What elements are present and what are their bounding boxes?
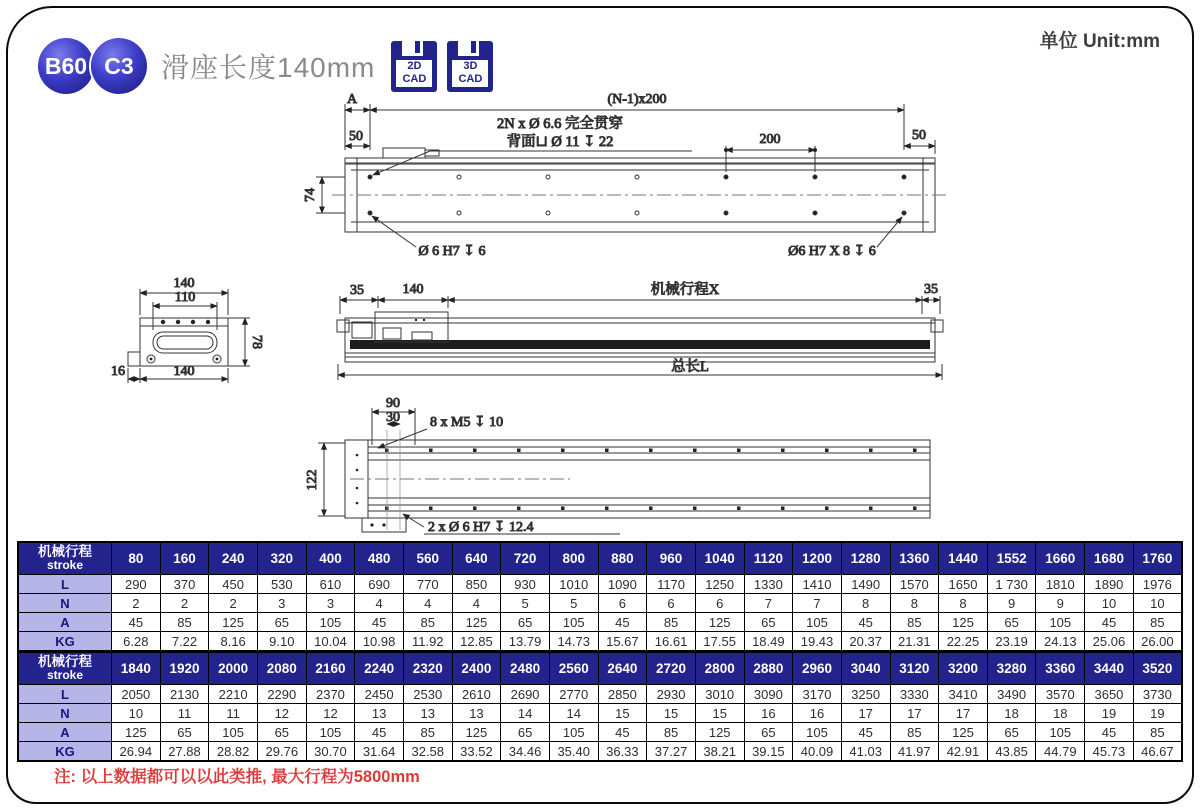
value-cell: 930 xyxy=(501,575,550,594)
value-cell: 1650 xyxy=(939,575,988,594)
value-cell: 2610 xyxy=(452,685,501,704)
table-row-kg xyxy=(18,632,1182,652)
stroke-value-cell: 3360 xyxy=(1036,652,1085,685)
dim-140-bottom: 140 xyxy=(173,364,195,379)
engineering-drawings xyxy=(0,90,1200,540)
value-cell: 4 xyxy=(452,594,501,613)
dim-35-right: 35 xyxy=(924,282,938,297)
table-row-l xyxy=(18,575,1182,594)
type-badge-c3 xyxy=(91,38,147,94)
value-cell: 3 xyxy=(306,594,355,613)
value-cell: 17 xyxy=(841,704,890,723)
row-label-a: A xyxy=(18,613,112,632)
stroke-value-cell: 2880 xyxy=(744,652,793,685)
stroke-header-row xyxy=(18,652,1182,685)
value-cell: 12 xyxy=(257,704,306,723)
stroke-value-cell: 2800 xyxy=(695,652,744,685)
header xyxy=(38,38,493,94)
value-cell: 65 xyxy=(987,613,1036,632)
stroke-value-cell: 2960 xyxy=(793,652,842,685)
value-cell: 10.98 xyxy=(355,632,404,652)
table-row-a xyxy=(18,613,1182,632)
value-cell: 2 xyxy=(209,594,258,613)
hole-callout-line1: 2N x Ø 6.6 完全贯穿 xyxy=(496,116,624,132)
value-cell: 4 xyxy=(355,594,404,613)
value-cell: 2130 xyxy=(160,685,209,704)
value-cell: 5 xyxy=(549,594,598,613)
stroke-value-cell: 3520 xyxy=(1133,652,1182,685)
value-cell: 2850 xyxy=(598,685,647,704)
plan-view-drawing xyxy=(303,92,948,259)
value-cell: 65 xyxy=(160,723,209,742)
stroke-value-cell: 2560 xyxy=(549,652,598,685)
value-cell: 45.73 xyxy=(1085,742,1134,762)
value-cell: 85 xyxy=(1133,723,1182,742)
section-view-drawing xyxy=(111,276,264,383)
value-cell: 40.09 xyxy=(793,742,842,762)
value-cell: 65 xyxy=(501,613,550,632)
value-cell: 23.19 xyxy=(987,632,1036,652)
value-cell: 2450 xyxy=(355,685,404,704)
value-cell: 125 xyxy=(695,723,744,742)
stroke-value-cell: 720 xyxy=(501,542,550,575)
table-row-l xyxy=(18,685,1182,704)
stroke-value-cell: 640 xyxy=(452,542,501,575)
value-cell: 125 xyxy=(452,723,501,742)
value-cell: 290 xyxy=(112,575,161,594)
value-cell: 41.97 xyxy=(890,742,939,762)
value-cell: 29.76 xyxy=(257,742,306,762)
stroke-value-cell: 1040 xyxy=(695,542,744,575)
value-cell: 35.40 xyxy=(549,742,598,762)
value-cell: 850 xyxy=(452,575,501,594)
value-cell: 65 xyxy=(744,723,793,742)
dim-200: 200 xyxy=(759,132,781,147)
value-cell: 6.28 xyxy=(112,632,161,652)
value-cell: 15 xyxy=(598,704,647,723)
value-cell: 6 xyxy=(598,594,647,613)
stroke-value-cell: 3200 xyxy=(939,652,988,685)
value-cell: 18 xyxy=(1036,704,1085,723)
stroke-value-cell: 2080 xyxy=(257,652,306,685)
total-length-label: 总长L xyxy=(671,359,709,375)
value-cell: 25.06 xyxy=(1085,632,1134,652)
value-cell: 85 xyxy=(647,613,696,632)
mechanical-stroke-label: 机械行程X xyxy=(650,282,720,298)
stroke-value-cell: 400 xyxy=(306,542,355,575)
value-cell: 16 xyxy=(793,704,842,723)
value-cell: 3170 xyxy=(793,685,842,704)
value-cell: 8 xyxy=(841,594,890,613)
value-cell: 65 xyxy=(501,723,550,742)
unit-label: 单位 Unit:mm xyxy=(1039,31,1160,52)
value-cell: 7 xyxy=(793,594,842,613)
stroke-header-label xyxy=(18,652,112,685)
value-cell: 1570 xyxy=(890,575,939,594)
pin-hole-callout-left: Ø 6 H7 ↧ 6 xyxy=(418,244,486,259)
value-cell: 3330 xyxy=(890,685,939,704)
hole-callout-line2: 背面⊔ Ø 11 ↧ 22 xyxy=(506,134,614,150)
value-cell: 7 xyxy=(744,594,793,613)
value-cell: 19.43 xyxy=(793,632,842,652)
stroke-value-cell: 2640 xyxy=(598,652,647,685)
value-cell: 33.52 xyxy=(452,742,501,762)
stroke-value-cell: 800 xyxy=(549,542,598,575)
value-cell: 13 xyxy=(403,704,452,723)
stroke-value-cell: 240 xyxy=(209,542,258,575)
value-cell: 1490 xyxy=(841,575,890,594)
spec-tables xyxy=(17,541,1183,762)
value-cell: 1890 xyxy=(1085,575,1134,594)
page-title: 滑座长度140mm xyxy=(161,52,376,83)
stroke-header-row xyxy=(18,542,1182,575)
value-cell: 15 xyxy=(647,704,696,723)
value-cell: 9 xyxy=(1036,594,1085,613)
value-cell: 530 xyxy=(257,575,306,594)
rail-screws xyxy=(385,449,917,511)
value-cell: 85 xyxy=(403,723,452,742)
value-cell: 14 xyxy=(501,704,550,723)
value-cell: 105 xyxy=(1036,613,1085,632)
stroke-value-cell: 2720 xyxy=(647,652,696,685)
value-cell: 17.55 xyxy=(695,632,744,652)
stroke-value-cell: 1120 xyxy=(744,542,793,575)
value-cell: 44.79 xyxy=(1036,742,1085,762)
value-cell: 1810 xyxy=(1036,575,1085,594)
value-cell: 2770 xyxy=(549,685,598,704)
value-cell: 5 xyxy=(501,594,550,613)
value-cell: 3 xyxy=(257,594,306,613)
dim-50-left: 50 xyxy=(349,129,363,144)
stroke-value-cell: 480 xyxy=(355,542,404,575)
value-cell: 3490 xyxy=(987,685,1036,704)
value-cell: 26.00 xyxy=(1133,632,1182,652)
value-cell: 1090 xyxy=(598,575,647,594)
value-cell: 85 xyxy=(403,613,452,632)
series-badge-b60 xyxy=(38,38,94,94)
stroke-value-cell: 2240 xyxy=(355,652,404,685)
value-cell: 31.64 xyxy=(355,742,404,762)
value-cell: 65 xyxy=(987,723,1036,742)
value-cell: 2690 xyxy=(501,685,550,704)
row-label-l: L xyxy=(18,575,112,594)
value-cell: 1250 xyxy=(695,575,744,594)
stroke-value-cell: 320 xyxy=(257,542,306,575)
value-cell: 105 xyxy=(549,613,598,632)
value-cell: 85 xyxy=(890,723,939,742)
table-row-kg xyxy=(18,742,1182,762)
value-cell: 18 xyxy=(987,704,1036,723)
value-cell: 3730 xyxy=(1133,685,1182,704)
value-cell: 12 xyxy=(306,704,355,723)
cad-2d-label: 2D CAD xyxy=(396,60,432,87)
value-cell: 610 xyxy=(306,575,355,594)
value-cell: 41.03 xyxy=(841,742,890,762)
value-cell: 14 xyxy=(549,704,598,723)
cad-2d-icon[interactable] xyxy=(391,41,437,92)
stroke-value-cell: 1360 xyxy=(890,542,939,575)
value-cell: 21.31 xyxy=(890,632,939,652)
stroke-label-cn: 机械行程 xyxy=(38,544,92,560)
value-cell: 65 xyxy=(257,723,306,742)
value-cell: 26.94 xyxy=(112,742,161,762)
value-cell: 65 xyxy=(257,613,306,632)
value-cell: 24.13 xyxy=(1036,632,1085,652)
dowel-hole-callout: 2 x Ø 6 H7 ↧ 12.4 xyxy=(428,520,534,535)
cad-3d-icon[interactable] xyxy=(447,41,493,92)
dim-30: 30 xyxy=(386,410,400,425)
value-cell: 13 xyxy=(355,704,404,723)
value-cell: 2290 xyxy=(257,685,306,704)
value-cell: 9.10 xyxy=(257,632,306,652)
dim-16: 16 xyxy=(111,364,125,379)
value-cell: 3090 xyxy=(744,685,793,704)
value-cell: 3010 xyxy=(695,685,744,704)
value-cell: 45 xyxy=(598,613,647,632)
stroke-value-cell: 1200 xyxy=(793,542,842,575)
dim-74: 74 xyxy=(303,188,318,202)
stroke-value-cell: 2400 xyxy=(452,652,501,685)
bottom-view-drawing xyxy=(305,396,930,535)
stroke-value-cell: 1440 xyxy=(939,542,988,575)
value-cell: 34.46 xyxy=(501,742,550,762)
value-cell: 3570 xyxy=(1036,685,1085,704)
stroke-value-cell: 1280 xyxy=(841,542,890,575)
stroke-value-cell: 3280 xyxy=(987,652,1036,685)
stroke-value-cell: 3120 xyxy=(890,652,939,685)
value-cell: 65 xyxy=(744,613,793,632)
value-cell: 45 xyxy=(841,613,890,632)
stroke-value-cell: 960 xyxy=(647,542,696,575)
value-cell: 11 xyxy=(209,704,258,723)
stroke-value-cell: 1552 xyxy=(987,542,1036,575)
value-cell: 125 xyxy=(939,723,988,742)
table-row-n xyxy=(18,704,1182,723)
value-cell: 11 xyxy=(160,704,209,723)
value-cell: 10 xyxy=(112,704,161,723)
value-cell: 690 xyxy=(355,575,404,594)
value-cell: 36.33 xyxy=(598,742,647,762)
spec-table-2 xyxy=(17,651,1183,762)
value-cell: 3410 xyxy=(939,685,988,704)
value-cell: 2530 xyxy=(403,685,452,704)
value-cell: 85 xyxy=(1133,613,1182,632)
value-cell: 10 xyxy=(1085,594,1134,613)
value-cell: 8 xyxy=(939,594,988,613)
value-cell: 2050 xyxy=(112,685,161,704)
value-cell: 15.67 xyxy=(598,632,647,652)
stroke-value-cell: 1680 xyxy=(1085,542,1134,575)
value-cell: 2 xyxy=(160,594,209,613)
value-cell: 12.85 xyxy=(452,632,501,652)
value-cell: 4 xyxy=(403,594,452,613)
dim-50-right: 50 xyxy=(912,128,926,143)
dim-90: 90 xyxy=(386,396,400,411)
dim-110: 110 xyxy=(174,290,196,305)
value-cell: 45 xyxy=(1085,723,1134,742)
cad-3d-label: 3D CAD xyxy=(452,60,488,87)
value-cell: 105 xyxy=(1036,723,1085,742)
value-cell: 1 730 xyxy=(987,575,1036,594)
value-cell: 2370 xyxy=(306,685,355,704)
value-cell: 17 xyxy=(890,704,939,723)
value-cell: 125 xyxy=(695,613,744,632)
value-cell: 37.27 xyxy=(647,742,696,762)
value-cell: 20.37 xyxy=(841,632,890,652)
value-cell: 105 xyxy=(793,723,842,742)
value-cell: 6 xyxy=(647,594,696,613)
stroke-label-en: stroke xyxy=(46,558,84,573)
value-cell: 85 xyxy=(890,613,939,632)
table-row-a xyxy=(18,723,1182,742)
stroke-value-cell: 560 xyxy=(403,542,452,575)
value-cell: 30.70 xyxy=(306,742,355,762)
value-cell: 1010 xyxy=(549,575,598,594)
dim-n1x200: (N-1)x200 xyxy=(607,92,667,107)
value-cell: 45 xyxy=(1085,613,1134,632)
value-cell: 770 xyxy=(403,575,452,594)
value-cell: 42.91 xyxy=(939,742,988,762)
value-cell: 45 xyxy=(841,723,890,742)
value-cell: 10 xyxy=(1133,594,1182,613)
footnote: 注: 以上数据都可以以此类推, 最大行程为5800mm xyxy=(54,768,420,786)
value-cell: 2 xyxy=(112,594,161,613)
pin-hole-callout-right: Ø6 H7 X 8 ↧ 6 xyxy=(788,244,876,259)
dim-a: A xyxy=(346,92,358,107)
cad-download-icons xyxy=(391,41,493,92)
value-cell: 2210 xyxy=(209,685,258,704)
value-cell: 105 xyxy=(549,723,598,742)
value-cell: 7.22 xyxy=(160,632,209,652)
side-view-drawing xyxy=(337,280,943,380)
value-cell: 43.85 xyxy=(987,742,1036,762)
value-cell: 105 xyxy=(306,723,355,742)
spec-table-1 xyxy=(17,541,1183,652)
value-cell: 450 xyxy=(209,575,258,594)
dim-35-left: 35 xyxy=(350,283,364,298)
value-cell: 39.15 xyxy=(744,742,793,762)
stroke-value-cell: 80 xyxy=(112,542,161,575)
stroke-value-cell: 880 xyxy=(598,542,647,575)
dim-122: 122 xyxy=(305,469,320,491)
stroke-value-cell: 2000 xyxy=(209,652,258,685)
row-label-kg: KG xyxy=(18,632,112,652)
value-cell: 13 xyxy=(452,704,501,723)
value-cell: 370 xyxy=(160,575,209,594)
stroke-value-cell: 2160 xyxy=(306,652,355,685)
value-cell: 45 xyxy=(598,723,647,742)
value-cell: 6 xyxy=(695,594,744,613)
stroke-label-cn: 机械行程 xyxy=(38,654,92,670)
value-cell: 1170 xyxy=(647,575,696,594)
value-cell: 8.16 xyxy=(209,632,258,652)
stroke-value-cell: 2480 xyxy=(501,652,550,685)
dim-140-top: 140 xyxy=(173,276,195,291)
m5-thread-callout: 8 x M5 ↧ 10 xyxy=(430,415,504,430)
row-label-l: L xyxy=(18,685,112,704)
stroke-value-cell: 1760 xyxy=(1133,542,1182,575)
stroke-header-label xyxy=(18,542,112,575)
value-cell: 14.73 xyxy=(549,632,598,652)
value-cell: 38.21 xyxy=(695,742,744,762)
stroke-value-cell: 3440 xyxy=(1085,652,1134,685)
row-label-n: N xyxy=(18,594,112,613)
value-cell: 2930 xyxy=(647,685,696,704)
slider-carriage xyxy=(352,312,448,342)
value-cell: 1330 xyxy=(744,575,793,594)
value-cell: 27.88 xyxy=(160,742,209,762)
value-cell: 3650 xyxy=(1085,685,1134,704)
floppy-shutter xyxy=(402,41,423,56)
stroke-label-en: stroke xyxy=(46,668,84,683)
value-cell: 125 xyxy=(939,613,988,632)
value-cell: 125 xyxy=(209,613,258,632)
value-cell: 17 xyxy=(939,704,988,723)
value-cell: 19 xyxy=(1085,704,1134,723)
stroke-value-cell: 160 xyxy=(160,542,209,575)
stroke-value-cell: 2320 xyxy=(403,652,452,685)
value-cell: 10.04 xyxy=(306,632,355,652)
dim-140-carriage: 140 xyxy=(402,282,424,297)
value-cell: 125 xyxy=(112,723,161,742)
series-badge-label: B60 xyxy=(44,52,88,79)
value-cell: 105 xyxy=(793,613,842,632)
stroke-value-cell: 3040 xyxy=(841,652,890,685)
value-cell: 1976 xyxy=(1133,575,1182,594)
floppy-shutter xyxy=(458,41,479,56)
value-cell: 3250 xyxy=(841,685,890,704)
stroke-value-cell: 1660 xyxy=(1036,542,1085,575)
row-label-a: A xyxy=(18,723,112,742)
value-cell: 9 xyxy=(987,594,1036,613)
row-label-n: N xyxy=(18,704,112,723)
value-cell: 18.49 xyxy=(744,632,793,652)
table-row-n xyxy=(18,594,1182,613)
value-cell: 19 xyxy=(1133,704,1182,723)
dim-78: 78 xyxy=(249,335,264,349)
value-cell: 16.61 xyxy=(647,632,696,652)
value-cell: 22.25 xyxy=(939,632,988,652)
value-cell: 16 xyxy=(744,704,793,723)
value-cell: 45 xyxy=(355,723,404,742)
type-badge-label: C3 xyxy=(104,52,134,79)
value-cell: 45 xyxy=(112,613,161,632)
value-cell: 28.82 xyxy=(209,742,258,762)
row-label-kg: KG xyxy=(18,742,112,762)
value-cell: 32.58 xyxy=(403,742,452,762)
value-cell: 8 xyxy=(890,594,939,613)
value-cell: 15 xyxy=(695,704,744,723)
value-cell: 45 xyxy=(355,613,404,632)
value-cell: 46.67 xyxy=(1133,742,1182,762)
stroke-value-cell: 1920 xyxy=(160,652,209,685)
value-cell: 13.79 xyxy=(501,632,550,652)
value-cell: 105 xyxy=(209,723,258,742)
value-cell: 11.92 xyxy=(403,632,452,652)
value-cell: 1410 xyxy=(793,575,842,594)
value-cell: 85 xyxy=(647,723,696,742)
stroke-value-cell: 1840 xyxy=(112,652,161,685)
value-cell: 85 xyxy=(160,613,209,632)
value-cell: 105 xyxy=(306,613,355,632)
value-cell: 125 xyxy=(452,613,501,632)
